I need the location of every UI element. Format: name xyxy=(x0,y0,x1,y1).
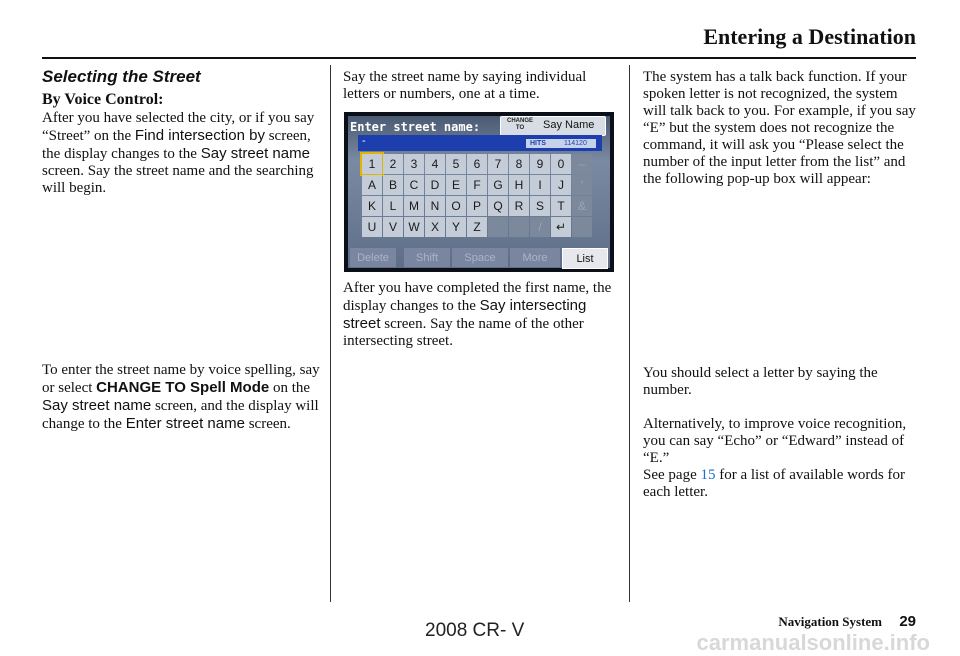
keyboard-key[interactable]: A xyxy=(362,175,382,195)
keyboard-key[interactable]: J xyxy=(551,175,571,195)
on-screen-keyboard xyxy=(362,154,602,237)
keyboard-key[interactable] xyxy=(509,217,529,237)
spell-mode-paragraph: To enter the street name by voice spelling, say or select CHANGE TO Spell Mode on the Say street name screen, and the display will change to the Enter street name screen. xyxy=(42,362,320,432)
keyboard-key[interactable]: V xyxy=(383,217,403,237)
keyboard-key[interactable]: B xyxy=(383,175,403,195)
keyboard-key[interactable]: 8 xyxy=(509,154,529,174)
keyboard-key[interactable]: I xyxy=(530,175,550,195)
keyboard-key[interactable]: G xyxy=(488,175,508,195)
shift-button[interactable]: Shift xyxy=(404,248,450,267)
keyboard-key[interactable]: S xyxy=(530,196,550,216)
see-page-paragraph: See page 15 for a list of available words for each letter. xyxy=(643,467,906,500)
keyboard-key[interactable]: U xyxy=(362,217,382,237)
select-number-paragraph: You should select a letter by saying the number. xyxy=(643,365,878,398)
column-divider-1 xyxy=(330,65,331,602)
keyboard-key[interactable]: X xyxy=(425,217,445,237)
keyboard-key[interactable]: Z xyxy=(467,217,487,237)
keyboard-key[interactable]: – xyxy=(572,154,592,174)
change-to-label: CHANGE TO xyxy=(507,118,534,131)
keyboard-key[interactable]: H xyxy=(509,175,529,195)
list-button[interactable]: List xyxy=(562,248,608,269)
space-button[interactable]: Space xyxy=(452,248,508,267)
page-title: Entering a Destination xyxy=(703,24,916,49)
more-button[interactable]: More xyxy=(510,248,560,267)
keyboard-key[interactable]: 0 xyxy=(551,154,571,174)
header-rule xyxy=(42,57,916,59)
talk-back-paragraph: The system has a talk back function. If your spoken letter is not recognized, the system will talk back to you. For example, if you say “E” but the system does not recognize the command, it will ask you “Please select the number of the input letter from the list” and the following pop-up box will appear: xyxy=(643,69,916,187)
keyboard-key[interactable]: ↵ xyxy=(551,217,571,237)
keyboard-key[interactable]: 2 xyxy=(383,154,403,174)
keyboard-key[interactable]: R xyxy=(509,196,529,216)
street-input-bar xyxy=(358,135,602,151)
keyboard-key[interactable]: E xyxy=(446,175,466,195)
keyboard-key[interactable]: 5 xyxy=(446,154,466,174)
keyboard-key[interactable]: M xyxy=(404,196,424,216)
keyboard-key[interactable]: / xyxy=(530,217,550,237)
keyboard-key[interactable]: 4 xyxy=(425,154,445,174)
keyboard-key[interactable]: K xyxy=(362,196,382,216)
spelling-paragraph: Say the street name by saying individual letters or numbers, one at a time. xyxy=(343,69,587,102)
keyboard-key[interactable]: 1 xyxy=(362,154,382,174)
change-to-say-name-button[interactable] xyxy=(500,116,606,136)
delete-button[interactable]: Delete xyxy=(350,248,396,267)
say-name-label: Say Name xyxy=(543,119,595,131)
keyboard-key[interactable]: T xyxy=(551,196,571,216)
intersecting-paragraph: After you have completed the first name, the display changes to the Say intersecting street screen. Say the name of the other intersecting street. xyxy=(343,280,612,349)
screen-bottom-bar xyxy=(348,248,610,268)
keyboard-key[interactable]: L xyxy=(383,196,403,216)
input-cursor: - xyxy=(362,135,366,147)
enter-street-name-screen xyxy=(344,112,614,272)
keyboard-key[interactable]: D xyxy=(425,175,445,195)
subheading: By Voice Control: xyxy=(42,91,164,108)
keyboard-key[interactable]: C xyxy=(404,175,424,195)
keyboard-key[interactable]: N xyxy=(425,196,445,216)
footer-model: 2008 CR- V xyxy=(425,620,525,641)
keyboard-key[interactable]: Q xyxy=(488,196,508,216)
keyboard-key[interactable] xyxy=(488,217,508,237)
section-heading: Selecting the Street xyxy=(42,67,201,86)
page-number: 29 xyxy=(899,613,916,630)
screen-title: Enter street name: xyxy=(350,120,481,134)
intro-paragraph: After you have selected the city, or if you say “Street” on the Find intersection by screen, the display changes to the Say street name screen. Say the street name and the searching will begin. xyxy=(42,110,315,196)
hits-label: HITS xyxy=(530,140,546,147)
keyboard-key[interactable] xyxy=(572,217,592,237)
footer-label: Navigation System xyxy=(778,614,882,629)
keyboard-key[interactable]: 3 xyxy=(404,154,424,174)
hits-counter xyxy=(526,139,596,148)
keyboard-key[interactable]: & xyxy=(572,196,592,216)
keyboard-key[interactable]: O xyxy=(446,196,466,216)
hits-value: 114120 xyxy=(564,140,587,147)
keyboard-key[interactable]: 7 xyxy=(488,154,508,174)
keyboard-key[interactable]: F xyxy=(467,175,487,195)
page-15-link[interactable]: 15 xyxy=(700,467,716,483)
column-1 xyxy=(42,66,322,433)
keyboard-key[interactable]: P xyxy=(467,196,487,216)
column-3 xyxy=(643,69,919,501)
keyboard-key[interactable]: W xyxy=(404,217,424,237)
keyboard-key[interactable]: ' xyxy=(572,175,592,195)
watermark: carmanualsonline.info xyxy=(696,630,930,655)
keyboard-key[interactable]: Y xyxy=(446,217,466,237)
keyboard-key[interactable]: 6 xyxy=(467,154,487,174)
keyboard-key[interactable]: 9 xyxy=(530,154,550,174)
alternative-paragraph: Alternatively, to improve voice recognition, you can say “Echo” or “Edward” instead of “E.” xyxy=(643,416,907,466)
column-divider-2 xyxy=(629,65,630,602)
